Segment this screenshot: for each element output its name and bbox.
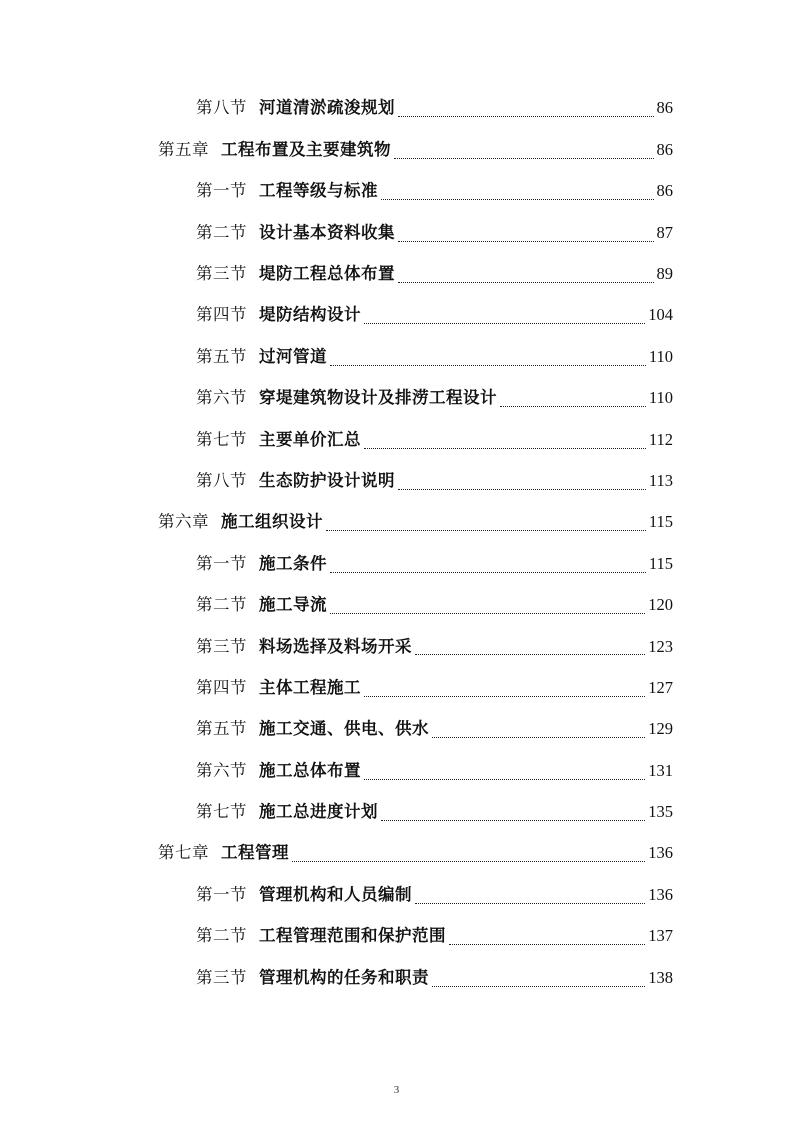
- toc-section-entry: [196, 212, 673, 253]
- toc-entry-page: 137: [648, 926, 673, 946]
- toc-entry-label: 第二节: [196, 595, 247, 615]
- toc-entry-title: 主体工程施工: [259, 677, 361, 697]
- toc-entry-title: 设计基本资料收集: [259, 222, 395, 242]
- toc-section-entry: [196, 254, 673, 295]
- toc-entry-page: 115: [648, 553, 673, 573]
- toc-section-entry: [196, 957, 673, 998]
- toc-entry-page: 115: [648, 512, 673, 532]
- toc-entry-label: 第五章: [158, 139, 209, 159]
- dot-leader: [432, 985, 645, 987]
- toc-entry-label: 第一节: [196, 884, 247, 904]
- dot-leader: [415, 902, 645, 904]
- toc-entry-page: 87: [656, 222, 673, 242]
- dot-leader: [330, 571, 646, 573]
- toc-entry-page: 86: [656, 139, 673, 159]
- toc-entry-page: 138: [648, 967, 673, 987]
- dot-leader: [415, 653, 645, 655]
- toc-entry-title: 管理机构和人员编制: [259, 884, 412, 904]
- toc-section-entry: [196, 874, 673, 915]
- toc-entry-title: 堤防工程总体布置: [259, 264, 395, 283]
- dot-leader: [326, 529, 646, 531]
- toc-entry-label: 第八节: [196, 98, 247, 118]
- dot-leader: [330, 612, 645, 614]
- toc-entry-label: 第八节: [196, 470, 247, 490]
- toc-section-entry: [196, 667, 673, 708]
- toc-entry-page: 89: [656, 264, 673, 283]
- dot-leader: [432, 736, 645, 738]
- toc-section-entry: [196, 543, 673, 584]
- toc-section-entry: [196, 461, 673, 502]
- dot-leader: [364, 447, 646, 449]
- toc-chapter-entry: [158, 502, 673, 543]
- toc-chapter-entry: [158, 833, 673, 874]
- toc-entry-label: 第六节: [196, 388, 247, 408]
- toc-entry-title: 施工导流: [259, 595, 327, 615]
- toc-entry-title: 料场选择及料场开采: [259, 636, 412, 656]
- toc-entry-page: 112: [648, 429, 673, 449]
- toc-entry-label: 第四节: [196, 677, 247, 697]
- toc-section-entry: [196, 336, 673, 377]
- toc-entry-page: 136: [648, 884, 673, 904]
- toc-entry-label: 第二节: [196, 222, 247, 242]
- toc-section-entry: [196, 88, 673, 129]
- toc-entry-page: 86: [656, 98, 673, 118]
- toc-entry-title: 主要单价汇总: [259, 429, 361, 449]
- toc-entry-label: 第五节: [196, 346, 247, 366]
- toc-entry-title: 工程管理范围和保护范围: [259, 926, 446, 946]
- toc-entry-label: 第三节: [196, 264, 247, 283]
- toc-entry-title: 生态防护设计说明: [259, 470, 395, 490]
- toc-entry-label: 第三节: [196, 636, 247, 656]
- toc-entry-title: 工程等级与标准: [259, 181, 378, 201]
- toc-entry-page: 123: [648, 636, 673, 656]
- toc-section-entry: [196, 750, 673, 791]
- toc-entry-page: 104: [648, 305, 673, 325]
- toc-section-entry: [196, 419, 673, 460]
- toc-entry-title: 河道清淤疏浚规划: [259, 98, 395, 118]
- toc-entry-label: 第七节: [196, 429, 247, 449]
- toc-entry-label: 第四节: [196, 305, 247, 325]
- toc-entry-page: 131: [648, 760, 673, 780]
- dot-leader: [398, 115, 654, 117]
- toc-section-entry: [196, 295, 673, 336]
- toc-section-entry: [196, 171, 673, 212]
- toc-entry-title: 堤防结构设计: [259, 305, 361, 325]
- toc-entry-title: 施工总体布置: [259, 760, 361, 780]
- toc-section-entry: [196, 792, 673, 833]
- dot-leader: [364, 695, 645, 697]
- dot-leader: [398, 281, 654, 283]
- toc-entry-page: 129: [648, 719, 673, 739]
- toc-entry-title: 工程管理: [221, 843, 289, 863]
- toc-entry-title: 施工条件: [259, 553, 327, 573]
- dot-leader: [394, 157, 654, 159]
- page-number: 3: [393, 1084, 400, 1096]
- dot-leader: [398, 240, 654, 242]
- toc-entry-page: 110: [648, 388, 673, 408]
- toc-section-entry: [196, 626, 673, 667]
- toc-entry-label: 第一节: [196, 181, 247, 201]
- dot-leader: [330, 364, 646, 366]
- toc-entry-label: 第六章: [158, 512, 209, 532]
- toc-entry-title: 施工总进度计划: [259, 802, 378, 822]
- toc-entry-label: 第一节: [196, 553, 247, 573]
- toc-entry-page: 135: [648, 802, 673, 822]
- toc-entry-label: 第六节: [196, 760, 247, 780]
- dot-leader: [449, 943, 645, 945]
- toc-entry-title: 过河管道: [259, 346, 327, 366]
- toc-section-entry: [196, 585, 673, 626]
- toc-entry-title: 穿堤建筑物设计及排涝工程设计: [259, 388, 497, 408]
- toc-entry-label: 第二节: [196, 926, 247, 946]
- dot-leader: [381, 198, 654, 200]
- dot-leader: [398, 488, 646, 490]
- toc-entry-label: 第七章: [158, 843, 209, 863]
- toc-entry-page: 127: [648, 677, 673, 697]
- toc-chapter-entry: [158, 129, 673, 170]
- toc-entry-page: 110: [648, 346, 673, 366]
- table-of-contents: [0, 88, 793, 999]
- dot-leader: [364, 322, 645, 324]
- dot-leader: [364, 778, 645, 780]
- toc-entry-page: 86: [656, 181, 673, 201]
- toc-entry-title: 工程布置及主要建筑物: [221, 139, 391, 159]
- dot-leader: [292, 860, 645, 862]
- toc-entry-label: 第三节: [196, 967, 247, 987]
- toc-entry-page: 136: [648, 843, 673, 863]
- toc-entry-page: 120: [648, 595, 673, 615]
- dot-leader: [381, 819, 645, 821]
- toc-section-entry: [196, 916, 673, 957]
- toc-entry-title: 施工组织设计: [221, 512, 323, 532]
- toc-entry-label: 第五节: [196, 719, 247, 739]
- toc-entry-title: 施工交通、供电、供水: [259, 719, 429, 739]
- dot-leader: [500, 405, 646, 407]
- toc-entry-label: 第七节: [196, 802, 247, 822]
- toc-section-entry: [196, 378, 673, 419]
- toc-entry-title: 管理机构的任务和职责: [259, 967, 429, 987]
- toc-entry-page: 113: [648, 470, 673, 490]
- toc-section-entry: [196, 709, 673, 750]
